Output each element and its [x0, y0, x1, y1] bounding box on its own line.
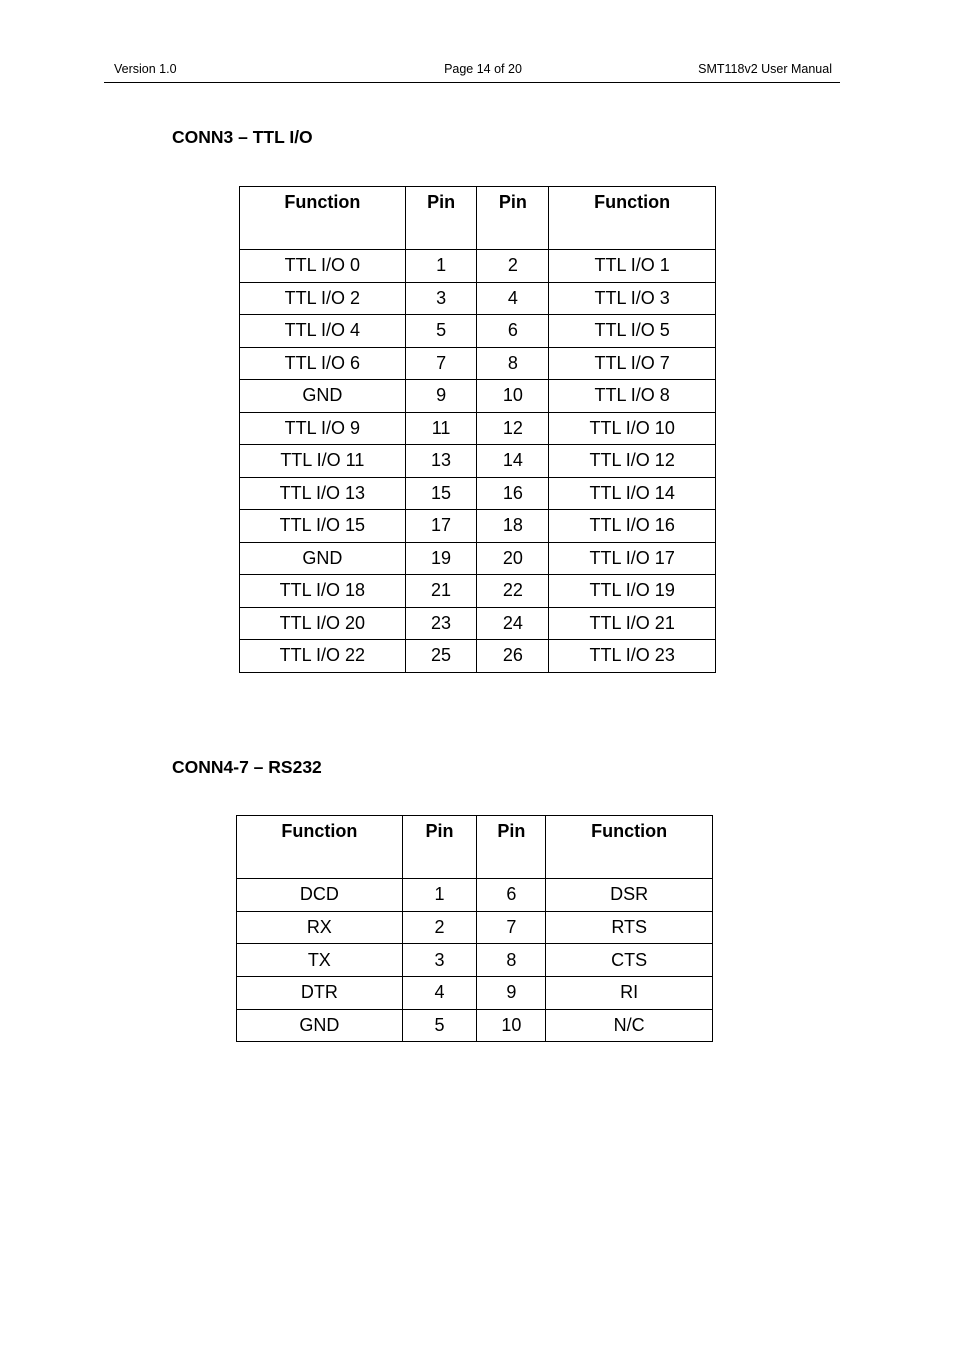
table-cell: 20 — [477, 542, 549, 575]
table-cell: 17 — [405, 510, 477, 543]
column-header: Function — [240, 187, 406, 250]
table-row — [240, 477, 716, 510]
column-header: Function — [549, 187, 716, 250]
table-cell: RX — [237, 911, 403, 944]
table-header-row — [237, 816, 713, 879]
table-row — [240, 250, 716, 283]
table-row — [240, 607, 716, 640]
table-row — [240, 380, 716, 413]
table-cell: 4 — [477, 282, 549, 315]
column-header: Pin — [402, 816, 477, 879]
table-cell: TTL I/O 18 — [240, 575, 406, 608]
table-cell: 11 — [405, 412, 477, 445]
table-cell: TX — [237, 944, 403, 977]
table-cell: 6 — [477, 879, 546, 912]
table-cell: TTL I/O 16 — [549, 510, 716, 543]
column-header: Pin — [477, 816, 546, 879]
table-header-row — [240, 187, 716, 250]
table-cell: 19 — [405, 542, 477, 575]
table-row — [240, 412, 716, 445]
table-cell: 8 — [477, 944, 546, 977]
table-cell: 7 — [405, 347, 477, 380]
pinout-table-conn3 — [239, 186, 716, 673]
table-cell: 4 — [402, 977, 477, 1010]
table-cell: TTL I/O 23 — [549, 640, 716, 673]
table-row — [240, 510, 716, 543]
table-cell: RTS — [546, 911, 713, 944]
column-header: Function — [546, 816, 713, 879]
table-cell: 1 — [402, 879, 477, 912]
table-cell: TTL I/O 2 — [240, 282, 406, 315]
column-header: Pin — [477, 187, 549, 250]
section-title-conn4-7: CONN4-7 – RS232 — [172, 757, 322, 777]
table-cell: GND — [240, 380, 406, 413]
table-cell: TTL I/O 1 — [549, 250, 716, 283]
table-row — [237, 911, 713, 944]
table-row — [240, 315, 716, 348]
table-cell: 10 — [477, 380, 549, 413]
version-label: Version 1.0 — [114, 62, 177, 76]
table-cell: TTL I/O 11 — [240, 445, 406, 478]
table-cell: 25 — [405, 640, 477, 673]
column-header: Function — [237, 816, 403, 879]
table-cell: TTL I/O 6 — [240, 347, 406, 380]
table-cell: 10 — [477, 1009, 546, 1042]
table-row — [240, 282, 716, 315]
pinout-table-conn4-7 — [236, 815, 713, 1042]
table-cell: 9 — [477, 977, 546, 1010]
table-cell: 23 — [405, 607, 477, 640]
table-cell: 1 — [405, 250, 477, 283]
table-cell: 3 — [405, 282, 477, 315]
table-cell: 15 — [405, 477, 477, 510]
table-cell: 6 — [477, 315, 549, 348]
table-cell: DSR — [546, 879, 713, 912]
table-cell: TTL I/O 17 — [549, 542, 716, 575]
table-cell: TTL I/O 7 — [549, 347, 716, 380]
table-cell: TTL I/O 22 — [240, 640, 406, 673]
table-cell: TTL I/O 3 — [549, 282, 716, 315]
table-cell: TTL I/O 19 — [549, 575, 716, 608]
table-cell: TTL I/O 12 — [549, 445, 716, 478]
table-cell: N/C — [546, 1009, 713, 1042]
table-cell: TTL I/O 8 — [549, 380, 716, 413]
table-cell: 5 — [402, 1009, 477, 1042]
table-cell: 7 — [477, 911, 546, 944]
column-header: Pin — [405, 187, 477, 250]
table-row — [240, 640, 716, 673]
page-header — [104, 62, 840, 83]
table-cell: TTL I/O 15 — [240, 510, 406, 543]
table-cell: TTL I/O 21 — [549, 607, 716, 640]
table-cell: GND — [237, 1009, 403, 1042]
table-cell: 21 — [405, 575, 477, 608]
table-cell: TTL I/O 10 — [549, 412, 716, 445]
table-cell: TTL I/O 0 — [240, 250, 406, 283]
table-cell: TTL I/O 14 — [549, 477, 716, 510]
table-cell: TTL I/O 13 — [240, 477, 406, 510]
table-row — [240, 347, 716, 380]
table-cell: TTL I/O 5 — [549, 315, 716, 348]
table-cell: 13 — [405, 445, 477, 478]
table-cell: 3 — [402, 944, 477, 977]
table-cell: DTR — [237, 977, 403, 1010]
table-row — [237, 977, 713, 1010]
table-cell: TTL I/O 20 — [240, 607, 406, 640]
table-row — [240, 542, 716, 575]
manual-title: SMT118v2 User Manual — [698, 62, 832, 76]
table-cell: 16 — [477, 477, 549, 510]
table-cell: 24 — [477, 607, 549, 640]
section-title-conn3: CONN3 – TTL I/O — [172, 127, 313, 147]
table-row — [240, 445, 716, 478]
table-cell: 9 — [405, 380, 477, 413]
page-number: Page 14 of 20 — [444, 62, 522, 76]
table-cell: 18 — [477, 510, 549, 543]
table-cell: CTS — [546, 944, 713, 977]
table-cell: 2 — [477, 250, 549, 283]
table-cell: 26 — [477, 640, 549, 673]
table-row — [237, 879, 713, 912]
table-row — [237, 944, 713, 977]
table-cell: 5 — [405, 315, 477, 348]
table-cell: 22 — [477, 575, 549, 608]
table-cell: TTL I/O 4 — [240, 315, 406, 348]
table-row — [237, 1009, 713, 1042]
table-cell: 8 — [477, 347, 549, 380]
table-cell: RI — [546, 977, 713, 1010]
table-cell: TTL I/O 9 — [240, 412, 406, 445]
table-cell: 12 — [477, 412, 549, 445]
table-cell: GND — [240, 542, 406, 575]
table-row — [240, 575, 716, 608]
table-cell: 2 — [402, 911, 477, 944]
table-cell: DCD — [237, 879, 403, 912]
table-cell: 14 — [477, 445, 549, 478]
